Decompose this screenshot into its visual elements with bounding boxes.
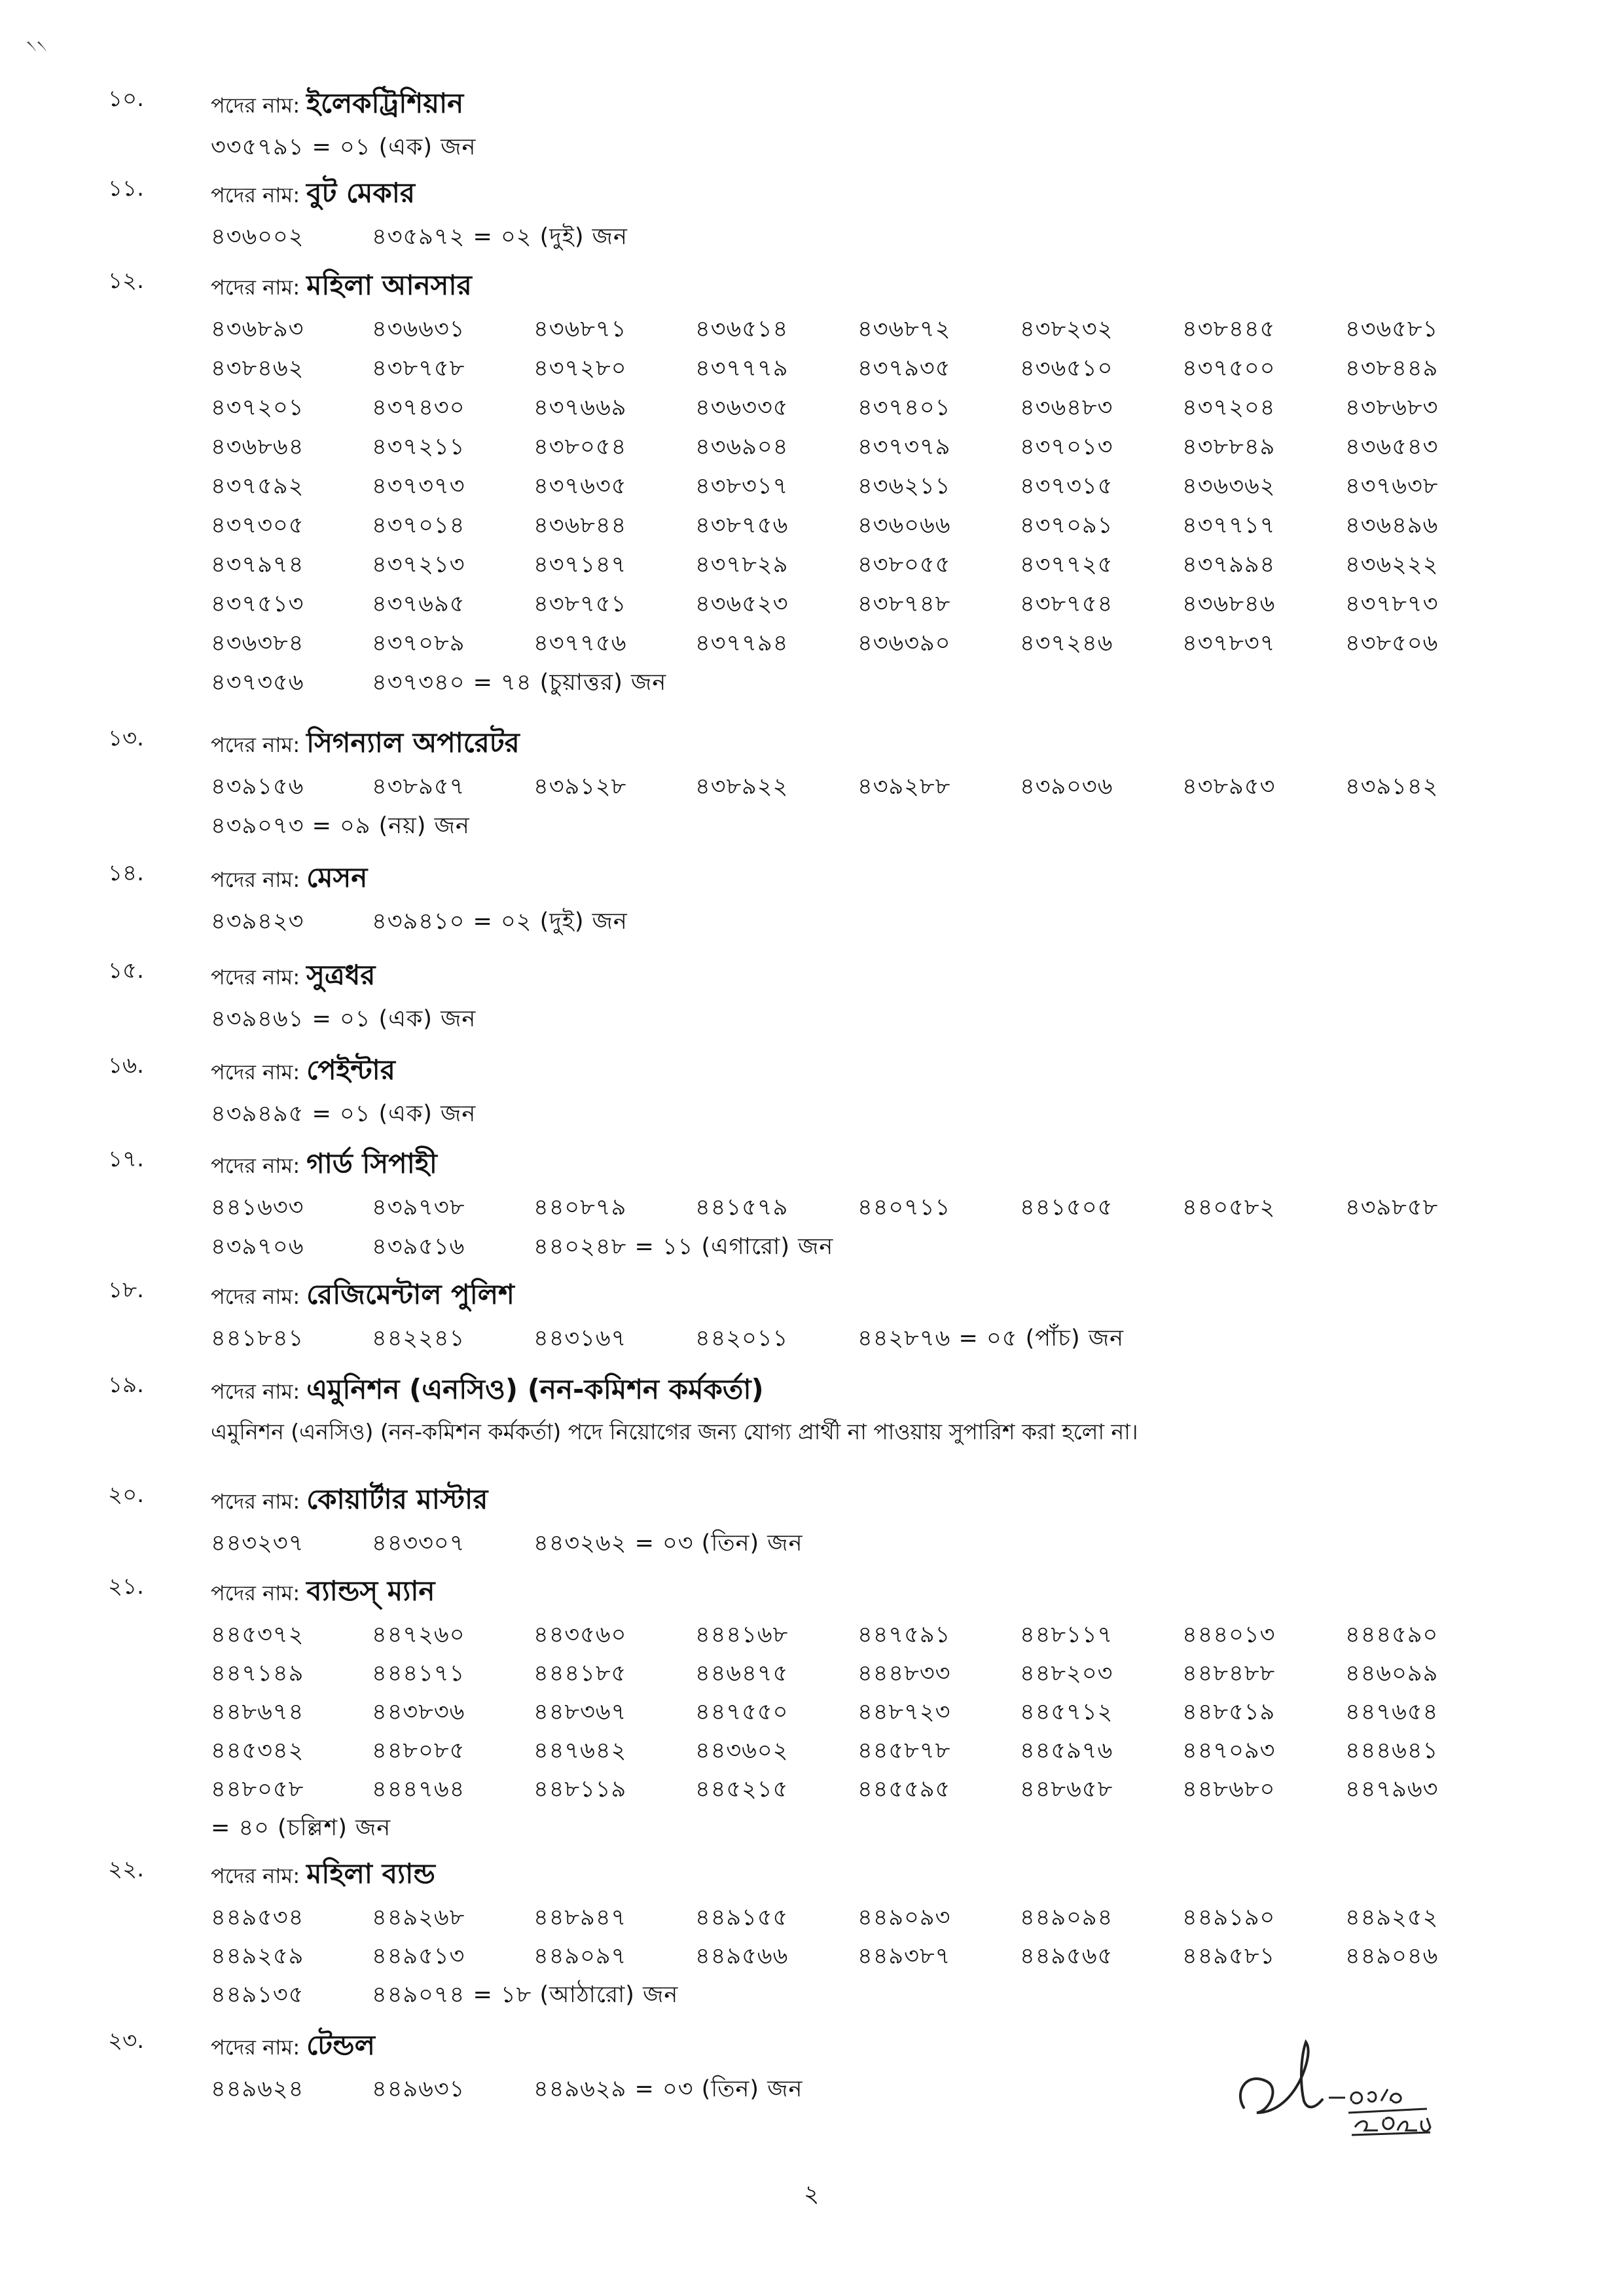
roll-number: ৪৪৮৬৭৪ [211, 1699, 304, 1725]
roll-number: ৪৪৮৯৪৭ [533, 1905, 627, 1931]
roll-number: ৪৩৯৪২৩ [211, 908, 304, 935]
roll-number: ৪৪৪১৬৮ [695, 1622, 789, 1648]
post-name: মহিলা ব্যান্ড [306, 1857, 435, 1890]
post-header [211, 1478, 488, 1524]
roll-number: ৪৪৮৪৮৮ [1182, 1660, 1276, 1687]
roll-number: ৪৩৭৭২৫ [1020, 552, 1113, 578]
last-roll-with-total [211, 1810, 391, 1848]
signature [1231, 2036, 1447, 2147]
roll-number: ৪৩৬৮৬৪ [211, 434, 304, 460]
roll-number: ৪৪৩২৩৭ [211, 1530, 304, 1556]
total-count: = ০১ (এক) জন [312, 134, 477, 160]
roll-number: ৪৩৮৭৪৮ [857, 591, 951, 617]
roll-number: ৪৪৭৫৯১ [857, 1622, 951, 1648]
roll-number: ৪৪৩১৬৭ [533, 1325, 627, 1352]
section-number: ১৪. [108, 860, 144, 886]
roll-number: ৪৩৭৯৭৪ [211, 552, 304, 578]
roll-number: ৪৪০৭১১ [857, 1194, 951, 1221]
roll-number: ৪৪২২৪১ [372, 1325, 465, 1352]
post-header [211, 954, 375, 1000]
roll-number: ৪৩৭৮৭৩ [1345, 591, 1439, 617]
roll-number: ৪৩৯৭৩৮ [372, 1194, 465, 1221]
roll-number: ৪৪৯৫৬৬ [695, 1943, 789, 1969]
roll-number: ৪৩৭৯৯৪ [1182, 552, 1276, 578]
post-name: ব্যান্ডস্ ম্যান [306, 1575, 435, 1607]
roll-number: ৪৩৬৩৩৫ [695, 395, 789, 421]
roll-number: ৪৪৯৫৩৪ [211, 1905, 304, 1931]
post-header [211, 1142, 437, 1189]
post-name-label: পদের নাম: [211, 1284, 300, 1309]
roll-number: ৪৩৭৬৬৯ [533, 395, 627, 421]
roll-number: ৪৩৯২৮৮ [857, 774, 951, 800]
section-number: ২১. [108, 1573, 144, 1600]
last-roll-with-total [211, 1001, 476, 1039]
post-name-label: পদের নাম: [211, 1153, 300, 1178]
roll-number: ৪৩৭৩৭৯ [857, 434, 951, 460]
roll-number: ৪৩৭৯৩৫ [857, 355, 951, 382]
roll-number: ৪৪০২৪৮ [533, 1234, 627, 1260]
roll-number: ৪৩৯১৪২ [1345, 774, 1439, 800]
roll-number: ৪৩৮৯৫৩ [1182, 774, 1276, 800]
roll-number: ৪৩৫৯৭২ [372, 224, 465, 250]
roll-number: ৪৩৭৩৫৬ [211, 670, 304, 696]
roll-number: ৪৩৯১২৮ [533, 774, 627, 800]
roll-number: ৪৩৬৪৮৩ [1020, 395, 1113, 421]
roll-number: ৪৩৮২৩২ [1020, 316, 1113, 342]
roll-number: ৪৪৫৭১২ [1020, 1699, 1113, 1725]
post-name-label: পদের নাম: [211, 1060, 300, 1085]
last-roll-with-total [372, 1977, 678, 2015]
roll-number: ৪৩৭৫১৩ [211, 591, 304, 617]
post-name: মহিলা আনসার [306, 269, 472, 301]
roll-number: ৪৪৪৫৯০ [1345, 1622, 1439, 1648]
roll-number: ৪৪৪৭৬৪ [372, 1776, 465, 1803]
section-number: ১৩. [108, 725, 144, 751]
roll-number: ৪৩৮৬৮৩ [1345, 395, 1439, 421]
roll-number: ৪৩৮৭৫৬ [695, 512, 789, 539]
roll-number: ৪৪৭০৯৩ [1182, 1738, 1276, 1764]
roll-number: ৪৩৭২১১ [372, 434, 465, 460]
roll-number: ৪৩৭৭৯৪ [695, 630, 789, 656]
post-name-label: পদের নাম: [211, 1379, 300, 1404]
post-header [211, 1273, 514, 1319]
roll-number: ৪৩৮৩১৭ [695, 473, 789, 499]
post-name: সুত্রধর [306, 959, 376, 991]
post-name: গার্ড সিপাহী [306, 1147, 437, 1179]
roll-number: ৪৪০৫৮২ [1182, 1194, 1276, 1221]
total-count: = ০১ (এক) জন [312, 1101, 477, 1127]
roll-number: ৪৪৯৫৮১ [1182, 1943, 1276, 1969]
roll-number: ৪৩৭৪০১ [857, 395, 951, 421]
roll-number: ৪৪৮০৫৮ [211, 1776, 304, 1803]
section-number: ২৩. [108, 2028, 145, 2054]
post-name: টেন্ডল [306, 2029, 375, 2061]
roll-number: ৪৩৮৯২২ [695, 774, 789, 800]
roll-number: ৪৩৭২৮০ [533, 355, 627, 382]
roll-number: ৪৩৮৮৪৯ [1182, 434, 1276, 460]
roll-number: ৪৪৮৫১৯ [1182, 1699, 1276, 1725]
roll-number: ৪৪৭১৪৯ [211, 1660, 304, 1687]
roll-number: ৪৩৭০৮৯ [372, 630, 465, 656]
roll-number: ৪৪৪১৮৫ [533, 1660, 627, 1687]
roll-number: ৪৪৭৬৫৪ [1345, 1699, 1439, 1725]
roll-number: ৪৪৯০৯৩ [857, 1905, 951, 1931]
post-name-label: পদের নাম: [211, 1581, 300, 1605]
roll-number: ৪৪৫৩৪২ [211, 1738, 304, 1764]
total-count: = ০৫ (পাঁচ) জন [958, 1325, 1125, 1352]
post-name: এমুনিশন (এনসিও) (নন-কমিশন কর্মকর্তা) [306, 1373, 764, 1405]
roll-number: ৪৩৭২৪৬ [1020, 630, 1113, 656]
roll-number: ৪৪৯৩৮৭ [857, 1943, 951, 1969]
roll-number: ৪৩৬৫৮১ [1345, 316, 1439, 342]
last-roll-with-total [211, 129, 476, 168]
roll-number: ৪৪৯১৫৫ [695, 1905, 789, 1931]
post-header [211, 1368, 764, 1414]
post-header [211, 1570, 435, 1616]
roll-number: ৪৩৭০১৩ [1020, 434, 1113, 460]
post-header [211, 82, 463, 128]
section-note: এমুনিশন (এনসিও) (নন-কমিশন কর্মকর্তা) পদে নিয়োগের জন্য যোগ্য প্রার্থী না পাওয়ায় সুপারিশ করা হলো না। [211, 1419, 1138, 1444]
roll-number: ৪৩৬২২২ [1345, 552, 1439, 578]
total-count: = ০৯ (নয়) জন [312, 813, 470, 839]
roll-number: ৪৪৯৬২৪ [211, 2076, 304, 2102]
roll-number: ৪৪৭৯৬৩ [1345, 1776, 1439, 1803]
roll-number: ৪৪১৫০৫ [1020, 1194, 1113, 1221]
post-name-label: পদের নাম: [211, 93, 300, 118]
roll-number: ৪৩৬৩৬২ [1182, 473, 1276, 499]
roll-number: ৪৪৯৫৬৫ [1020, 1943, 1113, 1969]
roll-number: ৪৩৭৭৭৯ [695, 355, 789, 382]
total-count: = ০৩ (তিন) জন [634, 2076, 803, 2102]
section-number: ১৬. [108, 1052, 144, 1079]
section-number: ১১. [108, 175, 144, 202]
post-name: কোয়ার্টার মাস্টার [306, 1483, 488, 1515]
roll-number: ৪৩৮০৫৪ [533, 434, 627, 460]
roll-number: ৪৩৭৭১৭ [1182, 512, 1276, 539]
roll-number: ৪৩৭৮২৯ [695, 552, 789, 578]
roll-number: ৪৩৯৮৫৮ [1345, 1194, 1439, 1221]
post-name: মেসন [306, 861, 368, 893]
roll-number: ৪৩৭৩৭৩ [372, 473, 465, 499]
roll-number: ৪৩৯১৫৬ [211, 774, 304, 800]
roll-number: ৪৩৯৫১৬ [372, 1234, 465, 1260]
roll-number: ৪৩৭২১৩ [372, 552, 465, 578]
last-roll-with-total [372, 219, 628, 257]
section-number: ১৮. [108, 1277, 144, 1303]
roll-number: ৪৪৯০৯৪ [1020, 1905, 1113, 1931]
roll-number: ৪৩৬৫৪৩ [1345, 434, 1439, 460]
roll-number: ৪৪৯৬৩১ [372, 2076, 465, 2102]
roll-number: ৪৪৬৪৭৫ [695, 1660, 789, 1687]
roll-number: ৪৩৭৩০৫ [211, 512, 304, 539]
post-name: রেজিমেন্টাল পুলিশ [306, 1278, 514, 1310]
roll-number: ৪৪৯৫১৩ [372, 1943, 465, 1969]
last-roll-with-total [533, 2071, 803, 2109]
roll-number: ৪৪৪১৭১ [372, 1660, 465, 1687]
post-header [211, 721, 520, 768]
roll-number: ৪৪৮৭২৩ [857, 1699, 951, 1725]
section-number: ২২. [108, 1856, 145, 1882]
roll-number: ৪৪৮৩৬৭ [533, 1699, 627, 1725]
roll-number: ৪৩৭৫৯২ [211, 473, 304, 499]
post-header [211, 2024, 375, 2070]
roll-number: ৪৪৩৮৩৬ [372, 1699, 465, 1725]
roll-number: ৪৪১৫৭৯ [695, 1194, 789, 1221]
post-name: ইলেকট্রিশিয়ান [306, 87, 464, 119]
roll-number: ৪৪৯০৯৭ [533, 1943, 627, 1969]
section-number: ১৭. [108, 1146, 144, 1172]
roll-number: ৪৪১৮৪১ [211, 1325, 304, 1352]
post-name-label: পদের নাম: [211, 1863, 300, 1888]
roll-number: ৪৩৭০৯১ [1020, 512, 1113, 539]
section-number: ২০. [108, 1482, 145, 1508]
roll-number: ৪৪১৬৩৩ [211, 1194, 304, 1221]
roll-number: ৪৩৭৩১৫ [1020, 473, 1113, 499]
post-name-label: পদের নাম: [211, 732, 300, 757]
roll-number: ৪৪৯৬২৯ [533, 2076, 627, 2102]
total-count: = ৪০ (চল্লিশ) জন [211, 1815, 391, 1841]
roll-number: ৪৩৬৮৪৬ [1182, 591, 1276, 617]
post-name-label: পদের নাম: [211, 183, 300, 207]
roll-number: ৪৩৭৩৪০ [372, 670, 465, 696]
roll-number: ৪৪৫৫৯৫ [857, 1776, 951, 1803]
roll-number: ৪৩৮৭৫৮ [372, 355, 465, 382]
roll-number: ৪৩৭৬৩৫ [533, 473, 627, 499]
total-count: = ১৮ (আঠারো) জন [473, 1982, 679, 2008]
roll-number: ৪৩৭২০৪ [1182, 395, 1276, 421]
total-count: = ০২ (দুই) জন [473, 908, 628, 935]
roll-number: ৪৩৬৩৯০ [857, 630, 951, 656]
roll-number: ৪৩৭৫০০ [1182, 355, 1276, 382]
roll-number: ৪৩৬৯০৪ [695, 434, 789, 460]
roll-number: ৪৪৯০৪৬ [1345, 1943, 1439, 1969]
roll-number: ৪৩৯৭০৬ [211, 1234, 304, 1260]
total-count: = ১১ (এগারো) জন [634, 1234, 834, 1260]
post-header [211, 264, 472, 310]
last-roll-with-total [372, 664, 666, 703]
roll-number: ৪৪৮৬৫৮ [1020, 1776, 1113, 1803]
roll-number: ৪৩৭১৪৭ [533, 552, 627, 578]
roll-number: ৪৪৮১১৭ [1020, 1622, 1113, 1648]
roll-number: ৪৩৬২১১ [857, 473, 951, 499]
roll-number: ৪৪৯১৯০ [1182, 1905, 1276, 1931]
roll-number: ৪৩৯৪৬১ [211, 1006, 304, 1032]
section-number: ১৯. [108, 1372, 144, 1398]
roll-number: ৪৪৩২৬২ [533, 1530, 627, 1556]
roll-number: ৪৩৬৬৩১ [372, 316, 465, 342]
roll-number: ৪৪৮২০৩ [1020, 1660, 1113, 1687]
post-name-label: পদের নাম: [211, 965, 300, 990]
roll-number: ৪৩৯৪১০ [372, 908, 465, 935]
roll-number: ৪৩৮৫০৬ [1345, 630, 1439, 656]
page-number: ২ [804, 2181, 820, 2208]
section-number: ১৫. [108, 958, 144, 984]
roll-number: ৪৪৮৬৮০ [1182, 1776, 1276, 1803]
roll-number: ৪৪৬০৯৯ [1345, 1660, 1439, 1687]
roll-number: ৪৩৬৮৭২ [857, 316, 951, 342]
roll-number: ৪৩৭৮৩৭ [1182, 630, 1276, 656]
roll-number: ৪৪৩৩০৭ [372, 1530, 465, 1556]
post-header [211, 1852, 435, 1899]
total-count: = ৭৪ (চুয়াত্তর) জন [473, 670, 667, 696]
post-header [211, 171, 415, 218]
roll-number: ৪৩৮৪৪৯ [1345, 355, 1439, 382]
post-name-label: পদের নাম: [211, 2035, 300, 2060]
roll-number: ৪৪৪৬৪১ [1345, 1738, 1439, 1764]
roll-number: ৪৩৭৪৩০ [372, 395, 465, 421]
roll-number: ৪৩৮৭৫৪ [1020, 591, 1113, 617]
roll-number: ৪৪৪০১৩ [1182, 1622, 1276, 1648]
roll-number: ৪৪২০১১ [695, 1325, 789, 1352]
total-count: = ০১ (এক) জন [312, 1006, 477, 1032]
last-roll-with-total [372, 903, 628, 942]
section-number: ১০. [108, 86, 144, 112]
roll-number: ৪৪৫৩৭২ [211, 1622, 304, 1648]
roll-number: ৪৩৬৫২৩ [695, 591, 789, 617]
roll-number: ৪৪৩৫৬০ [533, 1622, 627, 1648]
post-header [211, 1049, 395, 1095]
roll-number: ৪৩৬৫১০ [1020, 355, 1113, 382]
roll-number: ৪৩৭৬৯৫ [372, 591, 465, 617]
roll-number: ৪৩৮৯৫৭ [372, 774, 465, 800]
post-name-label: পদের নাম: [211, 867, 300, 892]
roll-number: ৪৪৯১৩৫ [211, 1982, 304, 2008]
roll-number: ৪৪৭২৬০ [372, 1622, 465, 1648]
roll-number: ৪৩৭৭৫৬ [533, 630, 627, 656]
roll-number: ৪৪৩৬০২ [695, 1738, 789, 1764]
roll-number: ৪৪৯২৬৮ [372, 1905, 465, 1931]
roll-number: ৪৪৮০৮৫ [372, 1738, 465, 1764]
roll-number: ৪৪২৮৭৬ [857, 1325, 951, 1352]
post-name-label: পদের নাম: [211, 1489, 300, 1514]
roll-number: ৪৩৬০০২ [211, 224, 304, 250]
roll-number: ৪৩৭২০১ [211, 395, 304, 421]
last-roll-with-total [211, 1096, 476, 1134]
roll-number: ৪৩৯৪৯৫ [211, 1101, 304, 1127]
last-roll-with-total [857, 1320, 1124, 1359]
roll-number: ৪৩৮০৫৫ [857, 552, 951, 578]
roll-number: ৪৩৭০১৪ [372, 512, 465, 539]
roll-number: ৪৩৯০৩৬ [1020, 774, 1113, 800]
roll-number: ৪৪৯০৭৪ [372, 1982, 465, 2008]
post-name: পেইন্টার [306, 1054, 395, 1086]
roll-number: ৪৪৯২৫৯ [211, 1943, 304, 1969]
roll-number: ৪৪৫৮৭৮ [857, 1738, 951, 1764]
post-name-label: পদের নাম: [211, 275, 300, 300]
roll-number: ৪৪৪৮৩৩ [857, 1660, 951, 1687]
roll-number: ৪৩৬৪৯৬ [1345, 512, 1439, 539]
roll-number: ৪৪৫৯৭৬ [1020, 1738, 1113, 1764]
roll-number: ৪৪৭৬৪২ [533, 1738, 627, 1764]
post-name: বুট মেকার [306, 177, 416, 209]
roll-number: ৪৪৫২১৫ [695, 1776, 789, 1803]
post-name: সিগন্যাল অপারেটর [306, 726, 520, 759]
roll-number: ৪৩৭৬৩৮ [1345, 473, 1439, 499]
roll-number: ৩৩৫৭৯১ [211, 134, 304, 160]
roll-number: ৪৩৮৪৬২ [211, 355, 304, 382]
roll-number: ৪৩৬৮৯৩ [211, 316, 304, 342]
roll-number: ৪৩৬৩৮৪ [211, 630, 304, 656]
roll-number: ৪৪০৮৭৯ [533, 1194, 627, 1221]
last-roll-with-total [533, 1525, 803, 1564]
roll-number: ৪৪৮১১৯ [533, 1776, 627, 1803]
roll-number: ৪৩৮৪৪৫ [1182, 316, 1276, 342]
last-roll-with-total [533, 1229, 833, 1267]
roll-number: ৪৪৯২৫২ [1345, 1905, 1439, 1931]
total-count: = ০২ (দুই) জন [473, 224, 628, 250]
post-header [211, 856, 367, 903]
roll-number: ৪৪৭৫৫০ [695, 1699, 789, 1725]
roll-number: ৪৩৬৫১৪ [695, 316, 789, 342]
total-count: = ০৩ (তিন) জন [634, 1530, 803, 1556]
roll-number: ৪৩৮৭৫১ [533, 591, 627, 617]
roll-number: ৪৩৯০৭৩ [211, 813, 304, 839]
section-number: ১২. [108, 268, 144, 294]
roll-number: ৪৩৬০৬৬ [857, 512, 951, 539]
roll-number: ৪৩৬৮৭১ [533, 316, 627, 342]
roll-number: ৪৩৬৮৪৪ [533, 512, 627, 539]
last-roll-with-total [211, 808, 470, 846]
margin-marks: ৲৲ [26, 30, 47, 50]
